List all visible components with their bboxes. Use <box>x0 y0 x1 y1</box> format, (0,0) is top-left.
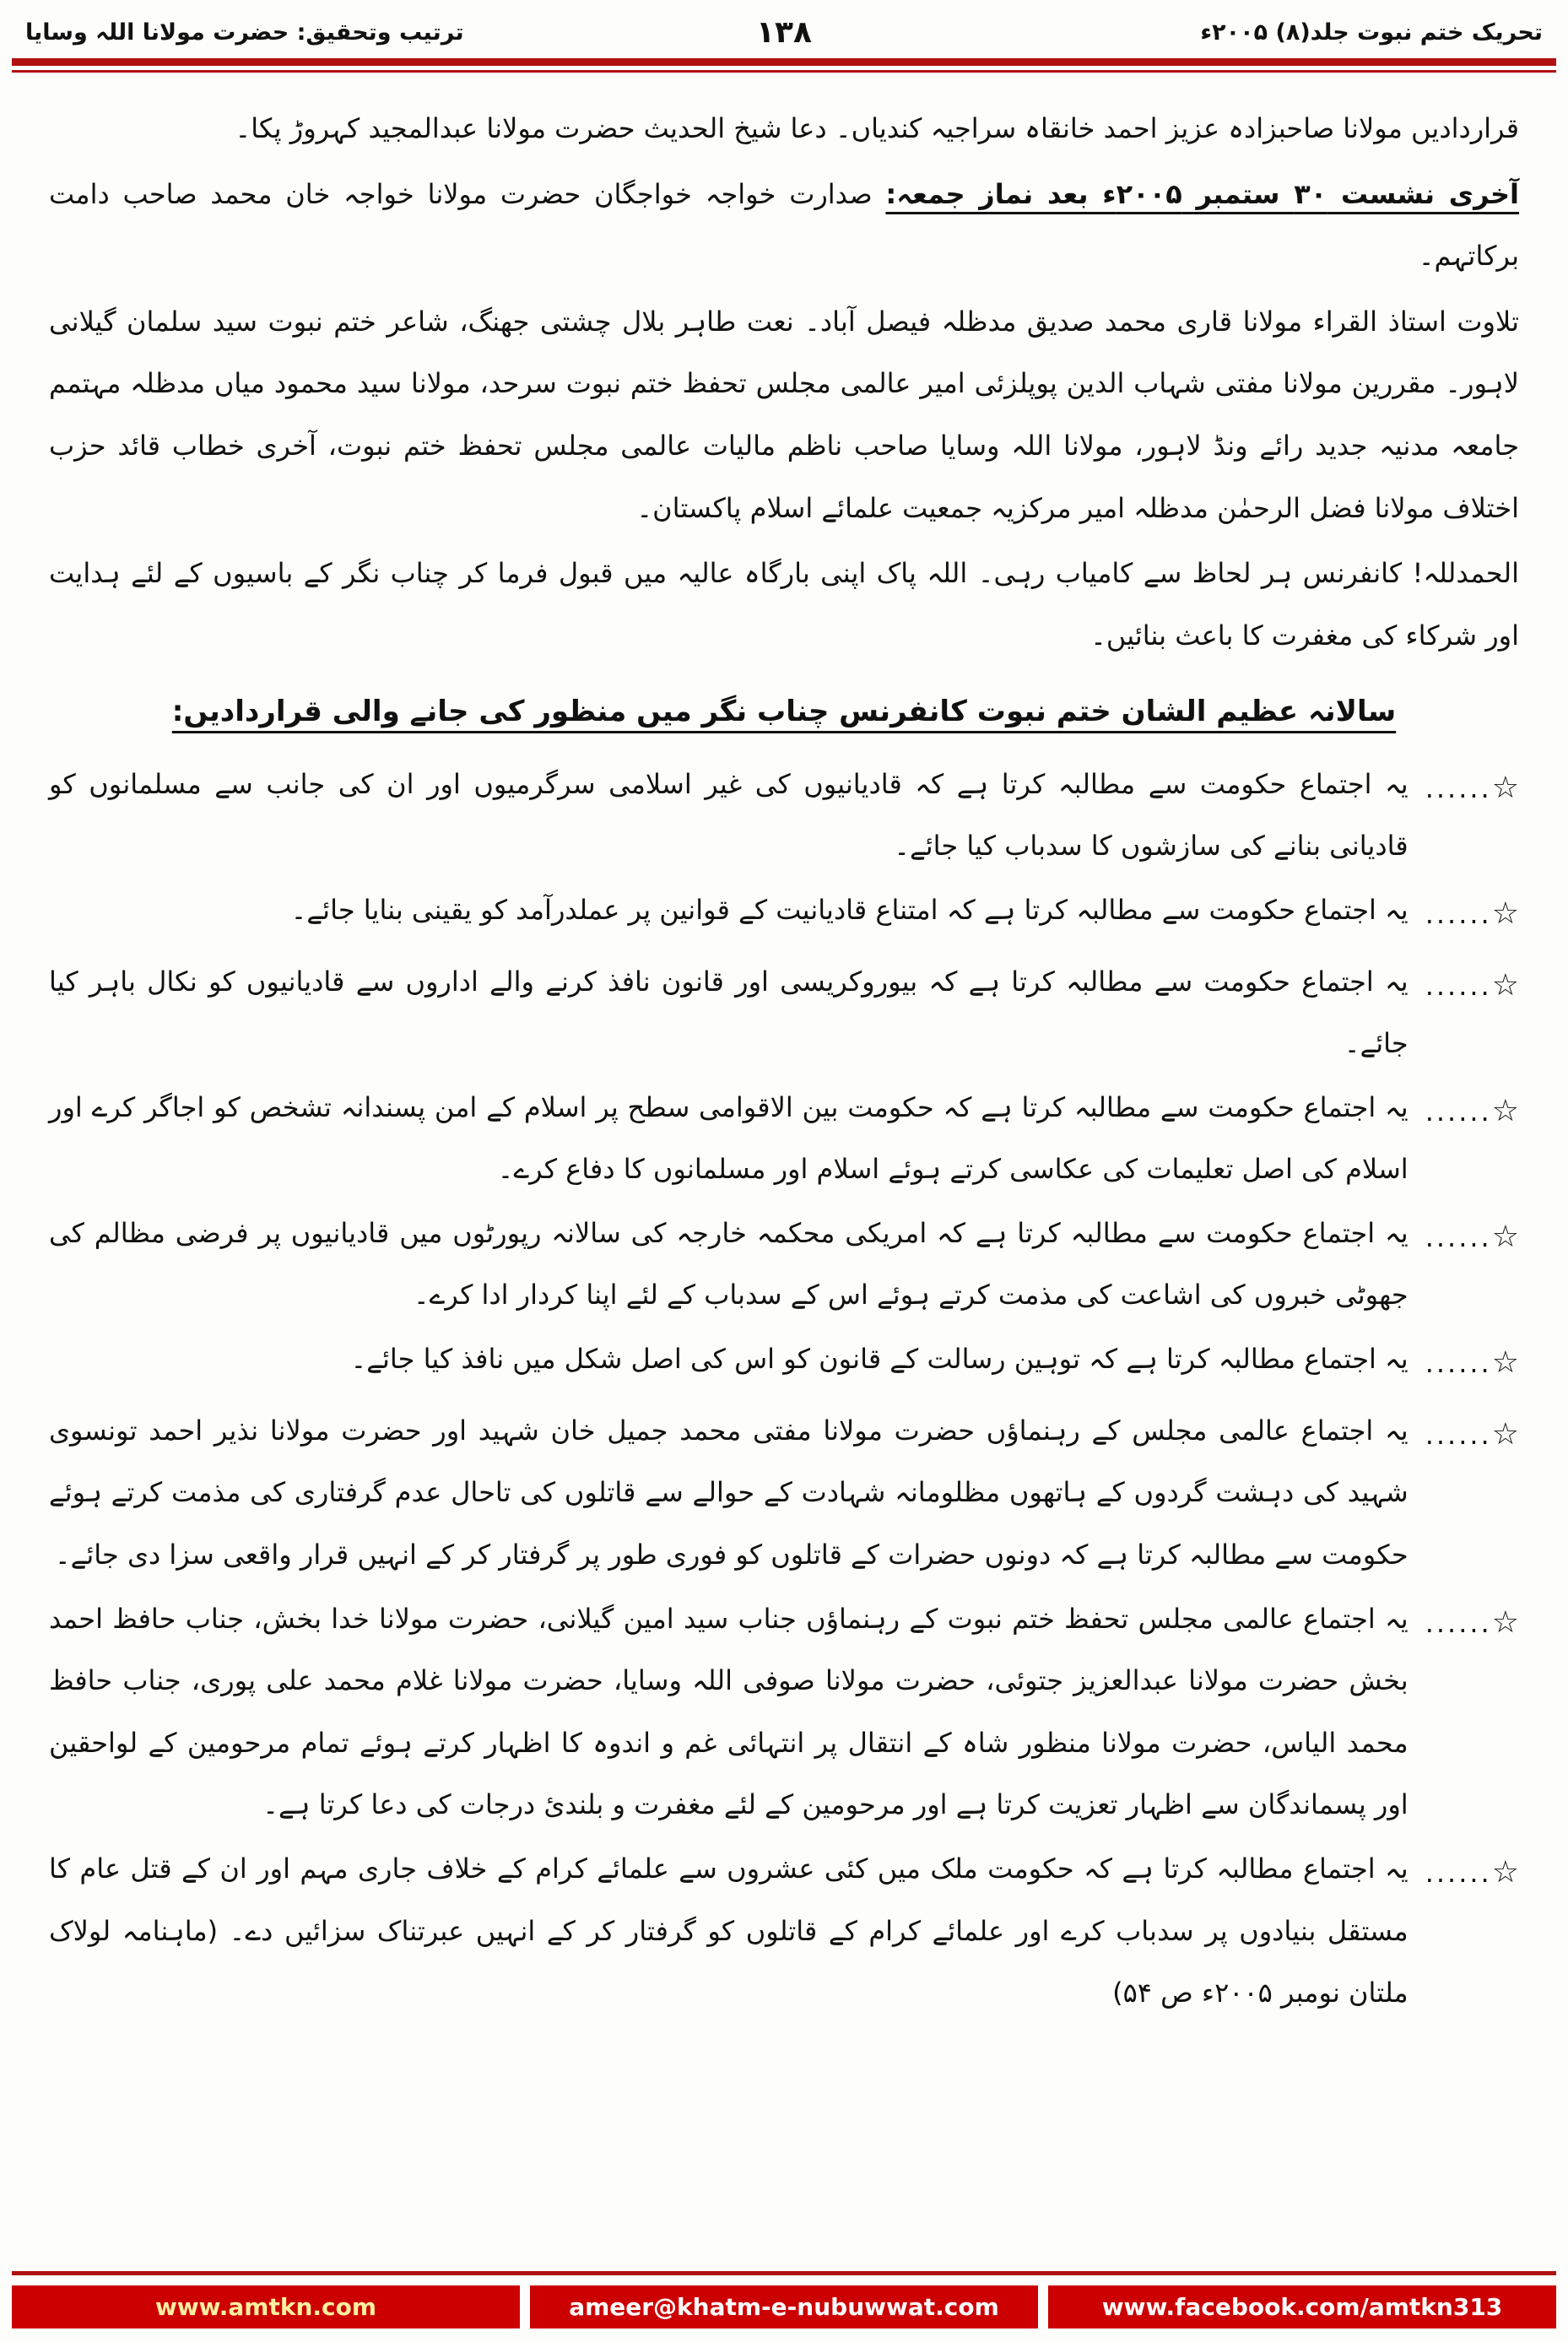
resolution-text: یہ اجتماع حکومت سے مطالبہ کرتا ہے کہ بیوروکریسی اور قانون نافذ کرنے والے اداروں سے قادیانیوں کو نکال باہر کیا جائے۔ <box>49 965 1408 1060</box>
star-icon: ☆ <box>1491 1416 1519 1452</box>
star-icon: ☆ <box>1491 1855 1519 1890</box>
page-content <box>0 73 1568 2271</box>
resolution-item <box>49 879 1519 949</box>
editor-credit: ترتیب وتحقیق: حضرت مولانا اللہ وسایا <box>25 19 464 46</box>
star-bullet <box>1425 1400 1519 1470</box>
star-bullet <box>1425 1077 1519 1147</box>
resolution-text: یہ اجتماع مطالبہ کرتا ہے کہ حکومت ملک میں کئی عشروں سے علمائے کرام کے خلاف جاری مہم اور ان کے قتل عام کا مستقل بنیادوں پر سدباب کرے اور علمائے کرام کے قاتلوں کو گرفتار کر کے انہیں عبرتناک سزائیں دے۔ (ماہنامہ لولاک ملتان نومبر ۲۰۰۵ء ص ۵۴) <box>49 1853 1408 2009</box>
footer-facebook-link[interactable]: www.facebook.com/amtkn313 <box>1048 2285 1556 2328</box>
star-icon: ☆ <box>1491 1345 1519 1381</box>
star-bullet <box>1425 754 1519 824</box>
resolution-item <box>49 1328 1519 1398</box>
star-bullet <box>1425 1588 1519 1658</box>
footer-website-link[interactable]: www.amtkn.com <box>12 2285 520 2328</box>
dots-leader: ...... <box>1425 771 1492 804</box>
footer-email-link[interactable]: ameer@khatm-e-nubuwwat.com <box>530 2285 1038 2328</box>
session-heading-lead: آخری نشست ۳۰ ستمبر ۲۰۰۵ء بعد نماز جمعہ: <box>885 177 1520 210</box>
resolution-item <box>49 1400 1519 1587</box>
dots-leader: ...... <box>1425 969 1492 1002</box>
resolution-text: یہ اجتماع مطالبہ کرتا ہے کہ توہین رسالت کے قانون کو اس کی اصل شکل میں نافذ کیا جائے۔ <box>350 1343 1408 1376</box>
star-icon: ☆ <box>1491 967 1519 1003</box>
star-icon: ☆ <box>1491 1219 1519 1254</box>
star-icon: ☆ <box>1491 770 1519 805</box>
resolution-item <box>49 1588 1519 1836</box>
footer-rule <box>12 2271 1556 2275</box>
resolution-item <box>49 1203 1519 1327</box>
resolution-text: یہ اجتماع حکومت سے مطالبہ کرتا ہے کہ حکومت بین الاقوامی سطح پر اسلام کے امن پسندانہ تشخص کو اجاگر کرے اور اسلام کی اصل تعلیمات کی عکاسی کرتے ہوئے اسلام اور مسلمانوں کا دفاع کرے۔ <box>49 1090 1408 1186</box>
session-paragraph <box>49 164 1519 288</box>
star-bullet <box>1425 879 1519 949</box>
star-bullet <box>1425 1838 1519 1908</box>
star-icon: ☆ <box>1491 1093 1519 1128</box>
dots-leader: ...... <box>1425 1347 1492 1380</box>
resolution-text: یہ اجتماع حکومت سے مطالبہ کرتا ہے کہ امتناع قادیانیت کے قوانین پر عملدرآمد کو یقینی بنایا جائے۔ <box>290 893 1408 926</box>
resolution-item <box>49 1077 1519 1201</box>
resolution-item <box>49 754 1519 878</box>
resolution-text: یہ اجتماع عالمی مجلس تحفظ ختم نبوت کے رہنماؤں جناب سید امین گیلانی، حضرت مولانا خدا بخش، جناب حافظ احمد بخش حضرت مولانا عبدالعزیز جتوئی، حضرت مولانا صوفی اللہ وسایا، حضرت مولانا غلام محمد علی پوری، جناب حافظ محمد الیاس، حضرت مولانا منظور شاہ کے انتقال پر انتہائی غم و اندوہ کا اظہار کرتے ہوئے تمام مرحومین کے لواحقین اور پسماندگان سے اظہار تعزیت کرتا ہے اور مرحومین کے لئے مغفرت و بلندیٔ درجات کی دعا کرتا ہے۔ <box>49 1602 1408 1821</box>
star-bullet <box>1425 951 1519 1021</box>
dots-leader: ...... <box>1425 1418 1492 1451</box>
page-header <box>0 0 1568 58</box>
footer-link-bars <box>12 2285 1556 2328</box>
dots-leader: ...... <box>1425 1095 1492 1128</box>
star-icon: ☆ <box>1491 1604 1519 1640</box>
page-footer <box>0 2271 1568 2342</box>
session-text: صدارت خواجہ خواجگان حضرت مولانا خواجہ خان محمد صاحب دامت برکاتہم۔ <box>49 177 1519 273</box>
intro-paragraph: تلاوت استاذ القراء مولانا قاری محمد صدیق مدظلہ فیصل آباد۔ نعت طاہر بلال چشتی جھنگ، شاعر ختم نبوت سید سلمان گیلانی لاہور۔ مقررین مولانا مفتی شہاب الدین پوپلزئی امیر عالمی مجلس تحفظ ختم نبوت سرحد، مولانا سید محمود میاں مدظلہ مہتمم جامعہ مدنیہ جدید رائے ونڈ لاہور، مولانا اللہ وسایا صاحب ناظم مالیات عالمی مجلس تحفظ ختم نبوت، آخری خطاب قائد حزب اختلاف مولانا فضل الرحمٰن مدظلہ امیر مرکزیہ جمعیت علمائے اسلام پاکستان۔ <box>49 305 1519 524</box>
dots-leader: ...... <box>1425 1606 1492 1639</box>
star-bullet <box>1425 1203 1519 1273</box>
page-number: ۱۳۸ <box>756 15 812 50</box>
star-bullet <box>1425 1328 1519 1398</box>
dots-leader: ...... <box>1425 1857 1492 1890</box>
resolution-item <box>49 951 1519 1075</box>
intro-paragraph: قراردادیں مولانا صاحبزادہ عزیز احمد خانقاہ سراجیہ کندیاں۔ دعا شیخ الحدیث حضرت مولانا عبدالمجید کہروڑ پکا۔ <box>235 112 1519 144</box>
resolution-text: یہ اجتماع حکومت سے مطالبہ کرتا ہے کہ امریکی محکمہ خارجہ کی سالانہ رپورٹوں میں قادیانیوں پر فرضی مظالم کی جھوٹی خبروں کی اشاعت کی مذمت کرتے ہوئے اس کے سدباب کے لئے اپنا کردار ادا کرے۔ <box>49 1216 1408 1312</box>
star-icon: ☆ <box>1491 895 1519 931</box>
resolution-text: یہ اجتماع عالمی مجلس کے رہنماؤں حضرت مولانا مفتی محمد جمیل خان شہید اور حضرت مولانا نذیر احمد تونسوی شہید کی دہشت گردوں کے ہاتھوں مظلومانہ شہادت کے حوالے سے قاتلوں کی تاحال عدم گرفتاری کی مذمت کرتے ہوئے حکومت سے مطالبہ کرتا ہے کہ دونوں حضرات کے قاتلوں کو فوری طور پر گرفتار کر کے انہیں قرار واقعی سزا دی جائے۔ <box>49 1414 1408 1571</box>
dots-leader: ...... <box>1425 897 1492 930</box>
resolution-text: یہ اجتماع حکومت سے مطالبہ کرتا ہے کہ قادیانیوں کی غیر اسلامی سرگرمیوں اور ان کی جانب سے مسلمانوں کو قادیانی بنانے کی سازشوں کا سدباب کیا جائے۔ <box>49 767 1408 863</box>
header-double-rule <box>12 58 1556 73</box>
intro-paragraph: الحمدللہ! کانفرنس ہر لحاظ سے کامیاب رہی۔ اللہ پاک اپنی بارگاہ عالیہ میں قبول فرما کر چناب نگر کے باسیوں کے لئے ہدایت اور شرکاء کی مغفرت کا باعث بنائیں۔ <box>49 557 1519 652</box>
resolutions-heading: سالانہ عظیم الشان ختم نبوت کانفرنس چناب نگر میں منظور کی جانے والی قراردادیں: <box>171 695 1397 729</box>
resolution-item <box>49 1838 1519 2025</box>
dots-leader: ...... <box>1425 1220 1492 1253</box>
volume-title: تحریک ختم نبوت جلد(۸) ۲۰۰۵ء <box>1200 19 1543 46</box>
